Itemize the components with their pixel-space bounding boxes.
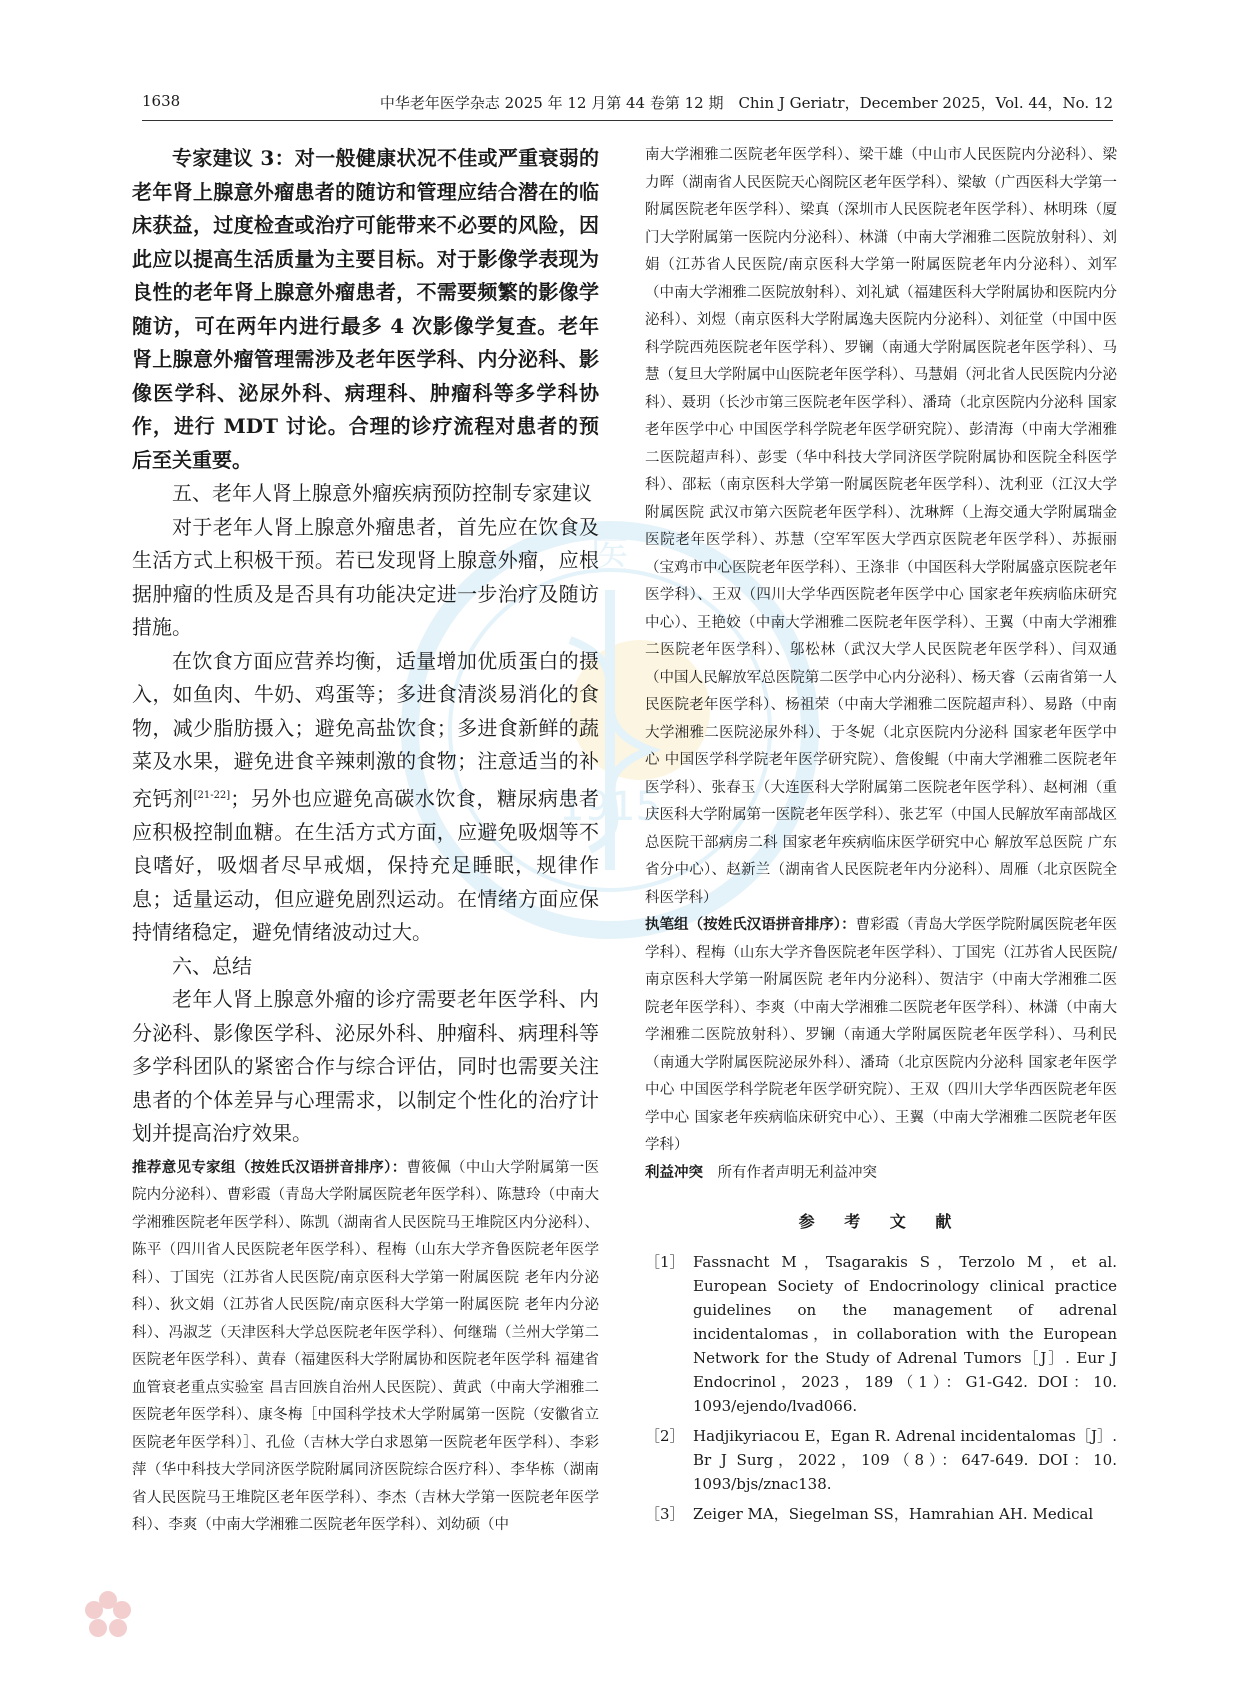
paragraph-diet-a: 在饮食方面应营养均衡，适量增加优质蛋白的摄入，如鱼肉、牛奶、鸡蛋等；多进食清淡易消化的食物，减少脂肪摄入；避免高盐饮食；多进食新鲜的蔬菜及水果，避免进食辛辣刺激的食物；注意适当的补充钙剂 — [132, 648, 599, 811]
paragraph-diet-b: ；另外也应避免高碳水饮食，糖尿病患者应积极控制血糖。在生活方式方面，应避免吸烟等不良嗜好，吸烟者尽早戒烟，保持充足睡眠，规律作息；适量运动，但应避免剧烈运动。在情绪方面应保持情绪稳定，避免情绪波动过大。 — [132, 786, 600, 945]
coi-text: 所有作者声明无利益冲突 — [717, 1164, 877, 1181]
citation-21-22: [21-22] — [193, 789, 231, 801]
paragraph-summary: 老年人肾上腺意外瘤的诊疗需要老年医学科、内分泌科、影像医学科、泌尿外科、肿瘤科、病理科等多学科团队的紧密合作与综合评估，同时也需要关注患者的个体差异与心理需求，以制定个性化的治疗计划并提高治疗效果。 — [132, 987, 599, 1146]
reference-text: Fassnacht M，Tsagarakis S，Terzolo M，et al. European Society of Endocrinology clinical practice guidelines on the management of adrenal incidentalomas，in collaboration with the European Network for the Study of Adrenal Tumors［J］. Eur J Endocrinol，2023，189（1）：G1-G42. DOI：10. 1093/ejendo/lvad066. — [693, 1253, 1117, 1415]
reference-item — [645, 1250, 1117, 1418]
writing-group — [645, 912, 1117, 1160]
conflict-of-interest — [645, 1160, 1117, 1188]
reference-list — [645, 1250, 1117, 1526]
paragraph-diet — [132, 645, 599, 950]
expert-group-label: 推荐意见专家组（按姓氏汉语拼音排序）： — [132, 1159, 407, 1176]
publisher-logo-icon — [78, 1586, 138, 1646]
writing-group-text: 曹彩霞（青岛大学医学院附属医院老年医学科）、程梅（山东大学齐鲁医院老年医学科）、丁国宪（江苏省人民医院/南京医科大学第一附属医院 老年内分泌科）、贺洁宇（中南大学湘雅二医院老年医学科）、李爽（中南大学湘雅二医院老年医学科）、林潇（中南大学湘雅二医院放射科）、罗镧（南通大学附属医院老年医学科）、马利民（南通大学附属医院泌尿外科）、潘琦（北京医院内分泌科 国家老年医学中心 中国医学科学院老年医学研究院）、王双（四川大学华西医院老年医学中心 国家老年疾病临床研究中心）、王翼（中南大学湘雅二医院老年医学科） — [645, 917, 1118, 1153]
reference-text: Hadjikyriacou E，Egan R. Adrenal incidentalomas［J］. Br J Surg，2022，109（8）：647-649. DOI：10. 1093/bjs/znac138. — [693, 1427, 1117, 1493]
reference-number: ［1］ — [645, 1253, 685, 1271]
paragraph-prevention: 对于老年人肾上腺意外瘤患者，首先应在饮食及生活方式上积极干预。若已发现肾上腺意外瘤，应根据肿瘤的性质及是否具有功能决定进一步治疗及随访措施。 — [132, 514, 599, 639]
reference-item — [645, 1424, 1117, 1496]
section-5-heading: 五、老年人肾上腺意外瘤疾病预防控制专家建议 — [172, 481, 592, 505]
reference-text: Zeiger MA，Siegelman SS，Hamrahian AH. Medical — [693, 1505, 1094, 1523]
journal-citation: 中华老年医学杂志 2025 年 12 月第 44 卷第 12 期 Chin J Geriatr，December 2025，Vol. 44，No. 12 — [379, 94, 1113, 112]
coi-label: 利益冲突 — [645, 1164, 703, 1181]
right-column — [645, 142, 1117, 1532]
left-column — [132, 142, 599, 1540]
references-title: 参 考 文 献 — [798, 1212, 964, 1231]
recommendation-3-text: 对一般健康状况不佳或严重衰弱的老年肾上腺意外瘤患者的随访和管理应结合潜在的临床获益，过度检查或治疗可能带来不必要的风险，因此应以提高生活质量为主要目标。对于影像学表现为良性的老年肾上腺意外瘤患者，不需要频繁的影像学随访，可在两年内进行最多 4 次影像学复查。老年肾上腺意外瘤管理需涉及老年医学科、内分泌科、影像医学科、泌尿外科、病理科、肿瘤科等多学科协作，进行 MDT 讨论。合理的诊疗流程对患者的预后至关重要。 — [132, 146, 599, 472]
page-header — [142, 92, 1113, 118]
page-number: 1638 — [142, 92, 181, 110]
reference-number: ［2］ — [645, 1427, 685, 1445]
reference-number: ［3］ — [645, 1505, 685, 1523]
expert-group-left — [132, 1155, 599, 1540]
section-6-heading: 六、总结 — [172, 953, 252, 978]
recommendation-3-label: 专家建议 3： — [172, 146, 295, 170]
expert-group-text-left: 曹筱佩（中山大学附属第一医院内分泌科）、曹彩霞（青岛大学附属医院老年医学科）、陈慧玲（中南大学湘雅医院老年医学科）、陈凯（湖南省人民医院马王堆院区内分泌科）、陈平（四川省人民医院老年医学科）、程梅（山东大学齐鲁医院老年医学科）、丁国宪（江苏省人民医院/南京医科大学第一附属医院 老年内分泌科）、狄文娟（江苏省人民医院/南京医科大学第一附属医院 老年内分泌科）、冯淑芝（天津医科大学总医院老年医学科）、何继瑞（兰州大学第二医院老年医学科）、黄春（福建医科大学附属协和医院老年医学科 福建省血管衰老重点实验室 昌吉回族自治州人民医院）、黄武（中南大学湘雅二医院老年医学科）、康冬梅［中国科学技术大学附属第一医院（安徽省立医院老年医学科）］、孔俭（吉林大学白求恩第一医院老年医学科）、李彩萍（华中科技大学同济医学院附属同济医院综合医疗科）、李华栋（湖南省人民医院马王堆院区老年医学科）、李杰（吉林大学第一医院老年医学科）、李爽（中南大学湘雅二医院老年医学科）、刘幼硕（中 — [132, 1159, 599, 1534]
recommendation-3 — [132, 142, 599, 477]
reference-item — [645, 1502, 1117, 1526]
watermark-year: 1915 — [559, 784, 661, 830]
header-rule — [142, 120, 1113, 121]
writing-group-label: 执笔组（按姓氏汉语拼音排序）： — [645, 917, 856, 933]
watermark-char: 医 — [590, 534, 630, 580]
expert-group-right: 南大学湘雅二医院老年医学科）、梁干雄（中山市人民医院内分泌科）、梁力晖（湖南省人民医院天心阁院区老年医学科）、梁敏（广西医科大学第一附属医院老年医学科）、梁真（深圳市人民医院老年医学科）、林明珠（厦门大学附属第一医院内分泌科）、林潇（中南大学湘雅二医院放射科）、刘娟（江苏省人民医院/南京医科大学第一附属医院老年内分泌科）、刘军（中南大学湘雅二医院放射科）、刘礼斌（福建医科大学附属协和医院内分泌科）、刘煜（南京医科大学附属逸夫医院内分泌科）、刘征堂（中国中医科学院西苑医院老年医学科）、罗镧（南通大学附属医院老年医学科）、马慧（复旦大学附属中山医院老年医学科）、马慧娟（河北省人民医院内分泌科）、聂玥（长沙市第三医院老年医学科）、潘琦（北京医院内分泌科 国家老年医学中心 中国医学科学院老年医学研究院）、彭清海（中南大学湘雅二医院超声科）、彭雯（华中科技大学同济医学院附属协和医院全科医学科）、邵耘（南京医科大学第一附属医院老年医学科）、沈利亚（江汉大学附属医院 武汉市第六医院老年医学科）、沈琳辉（上海交通大学附属瑞金医院老年医学科）、苏慧（空军军医大学西京医院老年医学科）、苏振丽（宝鸡市中心医院老年医学科）、王涤非（中国医科大学附属盛京医院老年医学科）、王双（四川大学华西医院老年医学中心 国家老年疾病临床研究中心）、王艳姣（中南大学湘雅二医院老年医学科）、王翼（中南大学湘雅二医院老年医学科）、邬松林（武汉大学人民医院老年医学科）、闫双通（中国人民解放军总医院第二医学中心内分泌科）、杨天睿（云南省第一人民医院老年医学科）、杨祖荣（中南大学湘雅二医院超声科）、易路（中南大学湘雅二医院泌尿外科）、于冬妮（北京医院内分泌科 国家老年医学中心 中国医学科学院老年医学研究院）、詹俊鲲（中南大学湘雅二医院老年医学科）、张春玉（大连医科大学附属第二医院老年医学科）、赵柯湘（重庆医科大学附属第一医院老年医学科）、张艺军（中国人民解放军南部战区总医院干部病房二科 国家老年疾病临床医学研究中心 解放军总医院 广东省分中心）、赵新兰（湖南省人民医院老年内分泌科）、周雁（北京医院全科医学科） — [645, 147, 1117, 906]
